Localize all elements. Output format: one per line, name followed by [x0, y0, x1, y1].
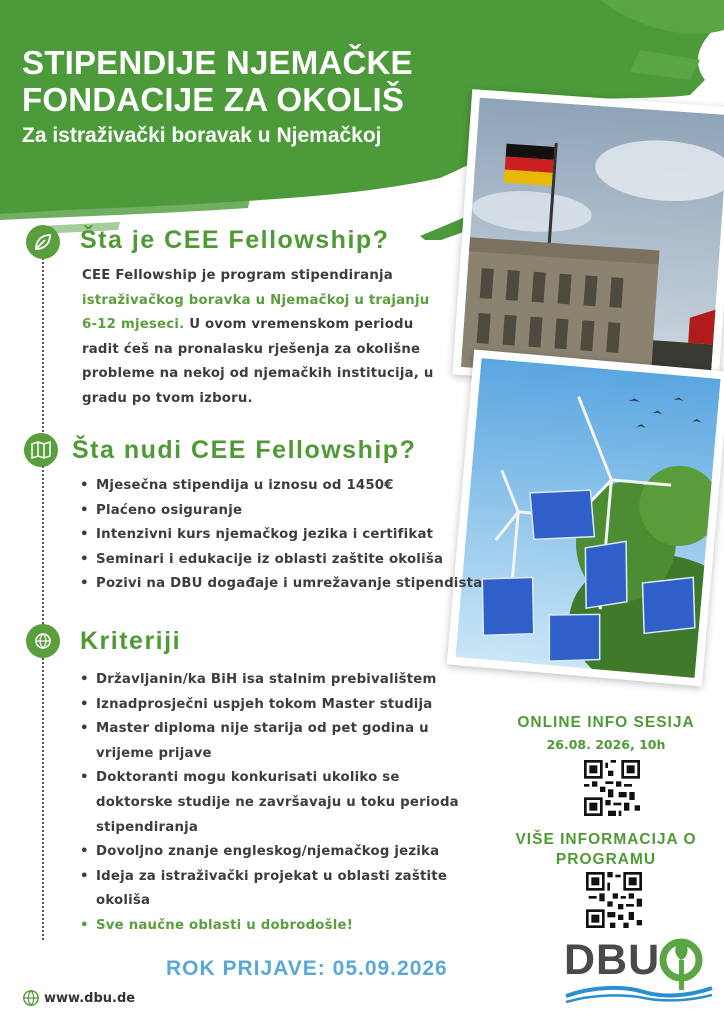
page-subtitle: Za istraživački boravak u Njemačkoj	[22, 124, 382, 147]
section-what-text	[82, 264, 462, 412]
section-title-what: Šta je CEE Fellowship?	[80, 226, 390, 254]
criteria-list	[78, 668, 498, 939]
list-item: • Intenzivni kurs njemačkog jezika i certifikat	[78, 523, 498, 548]
info-session-date: 26.08. 2026, 10h	[546, 737, 666, 752]
what-text-line: probleme na nekoj od njemačkih institucija, u	[82, 366, 434, 382]
dbu-logo	[564, 934, 714, 1008]
list-item: • Pozivi na DBU događaje i umrežavanje stipendista	[78, 572, 498, 597]
section-title-offers: Šta nudi CEE Fellowship?	[72, 436, 417, 464]
qr-code-session[interactable]	[584, 760, 640, 816]
dbu-wave-mark	[564, 984, 714, 1004]
what-text-line: CEE Fellowship je program stipendiranja	[82, 268, 393, 283]
list-item: • Master diploma nije starija od pet godina u	[78, 717, 498, 742]
list-item: • Sve naučne oblasti u dobrodošle!	[78, 914, 498, 939]
globe-icon	[22, 989, 40, 1007]
list-item: • Seminari i edukacije iz oblasti zaštite okoliša	[78, 548, 498, 573]
page-title	[22, 44, 482, 118]
reichstag-photo	[452, 89, 724, 393]
map-icon	[24, 433, 58, 467]
qr-code-program[interactable]	[586, 872, 642, 928]
list-item: • Dovoljno znanje engleskog/njemačkog jezika	[78, 840, 498, 865]
more-info-line: VIŠE INFORMACIJA O	[515, 831, 697, 848]
timeline-line	[42, 250, 44, 940]
more-info-line: PROGRAMU	[555, 851, 657, 868]
list-item: • Doktoranti mogu konkurisati ukoliko se	[78, 766, 498, 791]
list-item-cont: okoliša	[96, 893, 151, 909]
list-item: • Plaćeno osiguranje	[78, 499, 498, 524]
section-title-criteria: Kriteriji	[80, 627, 182, 655]
list-item: • Ideja za istraživački projekat u oblasti zaštite	[78, 865, 498, 890]
title-line-2: FONDACIJE ZA OKOLIŠ	[22, 81, 405, 118]
leaf-icon	[26, 225, 60, 259]
what-text-line: U ovom vremenskom periodu	[184, 317, 414, 333]
offers-list	[78, 474, 498, 597]
list-item: • Mjesečna stipendija u iznosu od 1450€	[78, 474, 498, 499]
more-info-title	[506, 830, 706, 870]
application-deadline: ROK PRIJAVE: 05.09.2026	[166, 957, 448, 980]
globe-gear-icon	[26, 624, 60, 658]
list-item-cont: vrijeme prijave	[96, 745, 212, 761]
list-item-cont: stipendiranja	[96, 819, 199, 835]
what-text-line: gradu po tvom izboru.	[82, 390, 253, 406]
website-text: www.dbu.de	[44, 990, 136, 1006]
dbu-logo-text: DBU	[564, 936, 661, 984]
what-text-highlight: istraživačkog boravka u Njemačkoj u trajanju	[82, 292, 430, 308]
info-session-title: ONLINE INFO SESIJA	[517, 714, 695, 731]
website-link[interactable]	[22, 989, 135, 1007]
list-item: • Državljanin/ka BiH isa stalnim prebivalištem	[78, 668, 498, 693]
what-text-highlight: 6-12 mjeseci.	[82, 317, 185, 333]
list-item: • Iznadprosječni uspjeh tokom Master studija	[78, 693, 498, 718]
what-text-line: radit ćeš na pronalasku rješenja za okolišne	[82, 341, 421, 357]
list-item-cont: doktorske studije ne završavaju u toku perioda	[96, 794, 459, 810]
title-line-1: STIPENDIJE NJEMAČKE	[22, 44, 413, 81]
